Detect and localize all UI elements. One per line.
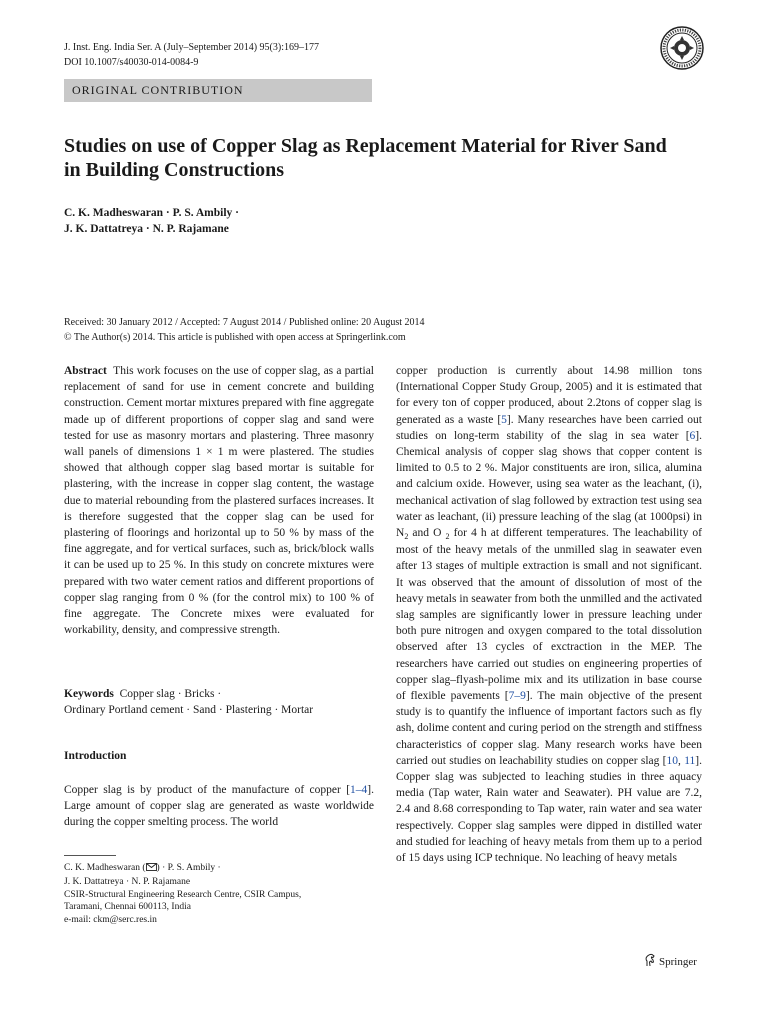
history-dates: Received: 30 January 2012 / Accepted: 7 August 2014 / Published online: 20 August 2014 [64, 317, 425, 328]
keywords-line-1: Copper slag · Bricks · [119, 688, 222, 700]
affiliation-email: e-mail: ckm@serc.res.in [64, 915, 157, 926]
affiliation-line-1a: C. K. Madheswaran ( [64, 863, 146, 873]
envelope-icon [146, 863, 157, 876]
intro-text-b: ]. Large amount of copper slag are generated as waste worldwide during the copper smelting process. The world [64, 784, 374, 829]
citation-link[interactable]: 5 [501, 413, 507, 426]
affiliation-line-4: Taramani, Chennai 600113, India [64, 902, 191, 913]
citation-link[interactable]: 1–4 [350, 784, 368, 796]
author-line-1: C. K. Madheswaran · P. S. Ambily · [64, 207, 239, 219]
introduction-paragraph [64, 782, 374, 831]
institution-seal-icon [660, 26, 704, 70]
affiliation-line-1b: ) · P. S. Ambily · [156, 863, 221, 873]
affiliation-line-2: J. K. Dattatreya · N. P. Rajamane [64, 876, 191, 887]
body-text: ]. Many researches have been carried out studies on long-term stability of the slag in sea water [ [396, 413, 702, 442]
subscript: 2 [445, 532, 450, 542]
author-list [64, 205, 239, 237]
body-text: ]. Chemical analysis of copper slag shows that copper content is limited to 0.5 to 2 %. Major constituents are iron, silica, alumina and calcium oxide. However, using sea water as the leachant, (i), mechanical activation of slag followed by extraction test using sea water as leachant, (ii) pressure leaching of the slag (at 1000psi) in N [396, 429, 702, 540]
keywords-label: Keywords [64, 688, 114, 700]
body-text: ]. Copper slag was subjected to leaching studies in three aquacy media (Tap water, Rain water and Seawater). PH value are 7.2, 2.4 and 8.68 corresponding to Tap water, rain water and sea water respectively. Copper slag samples were dipped in distilled water and studied for leaching of heavy metals from them up to a period of 15 days using ICP technique. No leaching of heavy metals [396, 754, 702, 865]
abstract-label: Abstract [64, 365, 107, 377]
article-category-band: ORIGINAL CONTRIBUTION [64, 79, 372, 102]
journal-meta [64, 40, 319, 70]
doi-line: DOI 10.1007/s40030-014-0084-9 [64, 57, 199, 68]
publication-history [64, 315, 704, 345]
abstract-block [64, 363, 374, 638]
body-text: , [678, 754, 685, 767]
footnote-divider [64, 855, 116, 856]
abstract-text: This work focuses on the use of copper slag, as a partial replacement of sand for use in cement concrete and building construction. Cement mortar mixtures prepared with fine aggregate made up of different proportions of copper slag and sand were tested for use as masonry mortars and plastering. Three masonry wall panels of dimensions 1 × 1 m were plastered. The studies showed that although copper slag based mortar is suitable for plastering, with the increase in copper slag content, the wastage due to material rebounding from the plastered surfaces increases. It is therefore suggested that the copper slag can be used for plastering of floorings and horizontal up to 50 % by mass of the fine aggregate, and for vertical surfaces, such as, brick/block walls it can be used up to 25 %. In this study on concrete mixtures were prepared with two water cement ratios and different proportions of copper slag ranging from 0 % (for the control mix) to 100 % of fine aggregate. The Concrete mixes were evaluated for workability, density, and compressive strength. [64, 365, 374, 637]
body-text: ]. The main objective of the present study is to quantify the influence of important factors such as fly ash, dolime content and curing period on the strength and stiffness characteristics of copper slag. Many research works have been carried out studies on leachability studies on copper slag [ [396, 690, 702, 767]
citation-link[interactable]: 10 [666, 754, 679, 767]
body-text: copper production is currently about 14.98 million tons (International Copper Study Group, 2005) and it is estimated that for every ton of copper produced, about 2.2tons of copper slag is generated as a waste [ [396, 365, 702, 426]
keywords-block [64, 686, 374, 718]
author-affiliation [64, 862, 374, 927]
affiliation-line-3: CSIR-Structural Engineering Research Centre, CSIR Campus, [64, 889, 302, 900]
author-line-2: J. K. Dattatreya · N. P. Rajamane [64, 223, 229, 235]
copyright-line: © The Author(s) 2014. This article is published with open access at Springerlink.com [64, 332, 406, 343]
publisher-name: Springer [659, 955, 697, 968]
introduction-heading: Introduction [64, 750, 127, 762]
citation-link[interactable]: 11 [684, 754, 696, 767]
citation-link[interactable]: 6 [689, 429, 696, 442]
body-right-column [396, 363, 702, 866]
intro-text-a: Copper slag is by product of the manufacture of copper [ [64, 784, 351, 796]
article-title: Studies on use of Copper Slag as Replacement Material for River Sand in Building Constructions [64, 135, 667, 181]
citation-link[interactable]: 7–9 [508, 690, 526, 703]
body-text: for 4 h at different temperatures. The leachability of most of the heavy metals of the unmilled slag in seawater even after 13 stages of multiple extraction is small and not significant. It was observed that the amount of dissolution of most of the heavy metals in seawater from both the unmilled and the activated slag samples are significantly lower in pressure leaching under both pure nitrogen and oxygen compared to the total dissolution observed after 13 cycles of exctraction in the MEP. The researchers have carried out studies on engineering properties of copper slag–flyash-polime mix and its utilization in base course of flexible pavements [ [396, 527, 702, 703]
springer-horse-icon [644, 953, 656, 970]
body-text: and O [408, 527, 446, 540]
publisher-logo [644, 953, 697, 970]
subscript: 2 [404, 532, 409, 542]
keywords-line-2: Ordinary Portland cement · Sand · Plastering · Mortar [64, 704, 314, 717]
journal-citation: J. Inst. Eng. India Ser. A (July–September 2014) 95(3):169–177 [64, 42, 319, 53]
